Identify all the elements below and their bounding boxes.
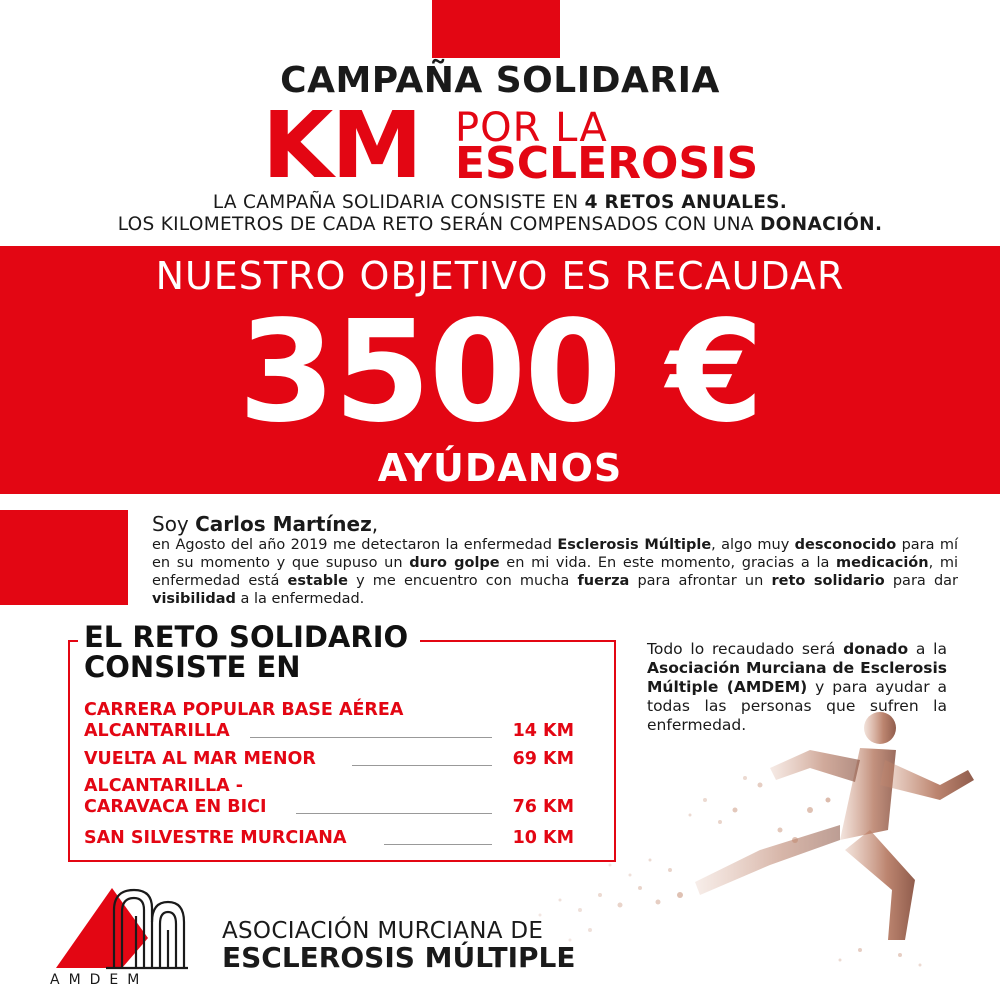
challenge-name-line-2: ALCANTARILLA xyxy=(84,721,230,741)
association-name-line-1: ASOCIACIÓN MURCIANA DE xyxy=(222,918,544,944)
por-la-title: POR LA xyxy=(455,105,608,151)
greet-text: Soy xyxy=(152,512,196,536)
challenge-divider xyxy=(296,813,492,814)
intro-line-1 xyxy=(0,192,1000,214)
story-text: en Agosto del año 2019 me detectaron la enfermedad xyxy=(152,537,558,553)
challenge-distance: 76 KM xyxy=(512,797,574,817)
story-text: para dar xyxy=(884,573,958,589)
story-bold: fuerza xyxy=(577,573,630,589)
top-red-block xyxy=(432,0,560,58)
challenge-name-line-1: VUELTA AL MAR MENOR xyxy=(84,749,316,769)
story-text: para mí en su momento y que supuso un xyxy=(152,537,958,571)
story-text: , algo muy xyxy=(711,537,795,553)
greet-comma: , xyxy=(371,512,379,536)
story-bold: Esclerosis Múltiple xyxy=(557,537,712,553)
story-bold: estable xyxy=(287,573,348,589)
challenge-title-line-1: EL RETO SOLIDARIO xyxy=(84,620,409,654)
story-bold: desconocido xyxy=(794,537,897,553)
challenge-item xyxy=(84,776,574,818)
story-greeting xyxy=(152,512,958,536)
donation-bold: donado xyxy=(843,640,909,658)
story-text: , mi enfermedad está xyxy=(152,555,959,589)
story-text: para afrontar un xyxy=(629,573,772,589)
intro-line-2-bold: DONACIÓN. xyxy=(759,214,883,235)
story-text: y me encuentro con mucha xyxy=(347,573,578,589)
story-paragraph xyxy=(152,536,958,608)
donation-text: Todo lo recaudado será xyxy=(647,640,844,658)
personal-story xyxy=(152,512,958,608)
story-bold: duro golpe xyxy=(409,555,500,571)
challenge-distance: 14 KM xyxy=(512,721,574,741)
story-text: en mi vida. En este momento, gracias a la xyxy=(499,555,837,571)
challenge-name-line-1: CARRERA POPULAR BASE AÉREA xyxy=(84,700,404,720)
challenge-item xyxy=(84,828,574,849)
story-bold: medicación xyxy=(836,555,929,571)
intro-text xyxy=(0,192,1000,236)
challenge-distance: 69 KM xyxy=(512,749,574,769)
challenge-title-line-2: CONSISTE EN xyxy=(84,650,301,684)
goal-subtitle: NUESTRO OBJETIVO ES RECAUDAR xyxy=(155,254,845,298)
intro-line-1-text: LA CAMPAÑA SOLIDARIA CONSISTE EN xyxy=(212,192,585,213)
intro-line-2 xyxy=(0,214,1000,236)
association-name-line-2: ESCLEROSIS MÚLTIPLE xyxy=(222,941,576,974)
story-bold: reto solidario xyxy=(771,573,885,589)
challenge-distance: 10 KM xyxy=(512,828,574,848)
challenge-name-line-1: SAN SILVESTRE MURCIANA xyxy=(84,828,347,848)
goal-amount: 3500 € xyxy=(238,291,762,454)
story-text: a la enfermedad. xyxy=(235,591,365,607)
story-bold: visibilidad xyxy=(152,591,236,607)
goal-banner xyxy=(0,246,1000,494)
intro-line-1-bold: 4 RETOS ANUALES. xyxy=(584,192,788,213)
donation-bold: Asociación Murciana de Esclerosis Múltiple (AMDEM) xyxy=(647,659,947,696)
side-red-block xyxy=(0,510,128,605)
challenge-divider xyxy=(352,765,492,766)
challenge-item xyxy=(84,700,574,742)
esclerosis-title: ESCLEROSIS xyxy=(455,138,759,189)
donation-text: y para ayudar a todas las personas que sufren la enfermedad. xyxy=(647,678,947,734)
challenge-divider xyxy=(384,844,492,845)
challenge-item xyxy=(84,749,574,770)
campaign-title: CAMPAÑA SOLIDARIA xyxy=(280,60,720,101)
intro-line-2-text: LOS KILOMETROS DE CADA RETO SERÁN COMPENSADOS CON UNA xyxy=(117,214,760,235)
challenge-name-line-1: ALCANTARILLA - xyxy=(84,776,244,796)
challenge-divider xyxy=(250,737,492,738)
logo-letters: AMDEM xyxy=(50,972,149,988)
amdem-logo-icon xyxy=(52,882,192,972)
author-name: Carlos Martínez xyxy=(195,512,372,536)
km-title: KM xyxy=(262,92,421,199)
challenge-title xyxy=(78,622,420,682)
donation-note xyxy=(647,640,947,735)
donation-text: a la xyxy=(908,640,947,658)
challenge-name-line-2: CARAVACA EN BICI xyxy=(84,797,267,817)
help-cta: AYÚDANOS xyxy=(377,446,623,490)
